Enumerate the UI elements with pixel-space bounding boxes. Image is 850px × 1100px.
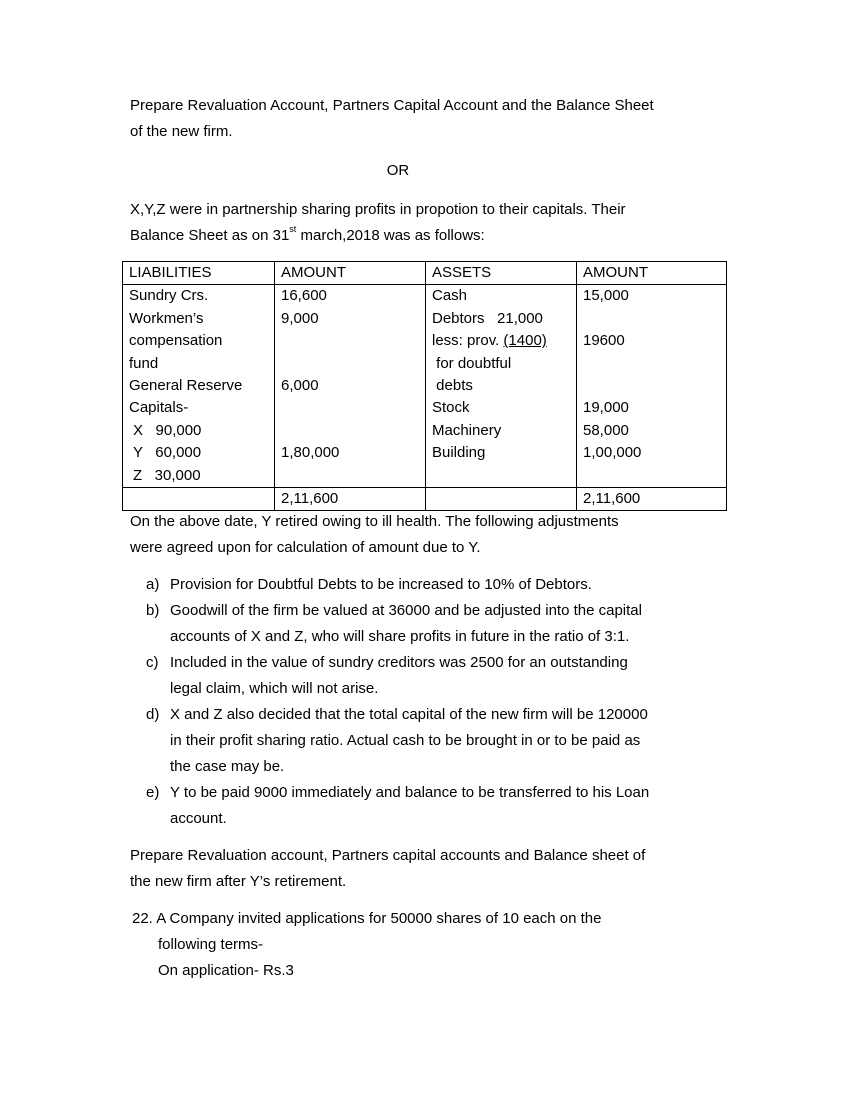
question-paragraph <box>130 197 730 249</box>
table-header-row <box>123 262 727 285</box>
asset-less-prov-label: less: prov. <box>432 332 504 350</box>
question-22 <box>132 906 601 984</box>
total-assets: 2,11,600 <box>577 487 727 510</box>
asset-debtors: Debtors 21,000 <box>432 309 543 327</box>
balance-sheet-table <box>122 261 727 511</box>
adjustment-marker: a) <box>146 576 160 593</box>
retirement-paragraph <box>130 509 730 561</box>
prepare-line-2: the new firm after Y’s retirement. <box>130 873 347 890</box>
asset-building: Building <box>432 444 486 462</box>
date-superscript: st <box>289 224 297 234</box>
asset-less-provision <box>432 330 570 352</box>
header-liabilities: LIABILITIES <box>123 262 275 285</box>
liab-amount-line <box>281 397 419 419</box>
asset-amount-line <box>583 308 720 330</box>
prepare-paragraph <box>130 843 730 895</box>
adjustments-list <box>146 572 726 832</box>
question-line-2-post: march,2018 was as follows: <box>296 227 485 244</box>
liab-compensation: compensation <box>129 332 223 350</box>
adjustment-item <box>146 780 726 832</box>
question-line-2-pre: Balance Sheet as on 31 <box>130 227 290 244</box>
assets-cell <box>426 285 577 488</box>
liab-fund: fund <box>129 354 159 372</box>
adjustment-marker: e) <box>146 784 160 801</box>
adjustment-marker: c) <box>146 654 159 671</box>
adjustment-text-line: the case may be. <box>170 758 285 775</box>
asset-cash: Cash <box>432 287 468 305</box>
adjustment-marker: b) <box>146 602 160 619</box>
adjustment-text-line: legal claim, which will not arise. <box>170 680 379 697</box>
liab-amount-line: 16,600 <box>281 287 327 305</box>
liab-amount-line <box>281 465 419 487</box>
liab-amount-line <box>281 420 419 442</box>
adjustment-text-line: accounts of X and Z, who will share profits in future in the ratio of 3:1. <box>170 628 630 645</box>
liab-capital-x: X 90,000 <box>133 421 202 439</box>
header-amount-assets: AMOUNT <box>577 262 727 285</box>
retirement-line-2: were agreed upon for calculation of amount due to Y. <box>130 539 481 556</box>
header-amount-liab: AMOUNT <box>275 262 426 285</box>
liab-amount-line: 1,80,000 <box>281 444 340 462</box>
q22-line-2: following terms- <box>158 936 264 953</box>
adjustment-item <box>146 650 726 702</box>
asset-blank-line <box>432 465 570 487</box>
total-blank-liab <box>123 487 275 510</box>
liab-workmen: Workmen’s <box>129 309 204 327</box>
total-blank-assets <box>426 487 577 510</box>
intro-paragraph <box>130 93 730 145</box>
asset-amount-line: 19600 <box>583 332 625 350</box>
asset-amount-line <box>583 465 720 487</box>
table-total-row <box>123 487 727 510</box>
adjustment-text-line: in their profit sharing ratio. Actual cash to be brought in or to be paid as <box>170 732 641 749</box>
adjustment-item <box>146 702 726 780</box>
question-line-1: X,Y,Z were in partnership sharing profits in propotion to their capitals. Their <box>130 201 626 218</box>
liab-amount-line: 6,000 <box>281 376 319 394</box>
adjustment-text-line: Y to be paid 9000 immediately and balance to be transferred to his Loan <box>170 784 650 801</box>
liab-amount-line <box>281 353 419 375</box>
liab-amount-line: 9,000 <box>281 309 319 327</box>
q22-line-3: On application- Rs.3 <box>158 962 294 979</box>
intro-line-2: of the new firm. <box>130 123 233 140</box>
asset-amount-line <box>583 353 720 375</box>
liab-amount-line <box>281 330 419 352</box>
asset-provision-value: (1400) <box>503 332 547 350</box>
asset-amount-line: 19,000 <box>583 399 629 417</box>
asset-amount-cell <box>577 285 727 488</box>
asset-debts: debts <box>432 376 473 394</box>
asset-machinery: Machinery <box>432 421 502 439</box>
liab-capital-z: Z 30,000 <box>133 466 201 484</box>
adjustment-marker: d) <box>146 706 160 723</box>
asset-amount-line: 1,00,000 <box>583 444 642 462</box>
asset-amount-line <box>583 375 720 397</box>
adjustment-text-line: account. <box>170 810 227 827</box>
liab-sundry-creditors: Sundry Crs. <box>129 287 209 305</box>
intro-line-1: Prepare Revaluation Account, Partners Capital Account and the Balance Sheet <box>130 97 654 114</box>
asset-stock: Stock <box>432 399 470 417</box>
adjustment-text-line: X and Z also decided that the total capital of the new firm will be 120000 <box>170 706 648 723</box>
liab-amount-cell <box>275 285 426 488</box>
asset-amount-line: 58,000 <box>583 421 629 439</box>
liab-capital-y: Y 60,000 <box>133 444 202 462</box>
q22-line-1: 22. A Company invited applications for 50000 shares of 10 each on the <box>132 910 602 927</box>
total-liabilities: 2,11,600 <box>275 487 426 510</box>
asset-amount-line: 15,000 <box>583 287 629 305</box>
adjustment-text-line: Included in the value of sundry creditors was 2500 for an outstanding <box>170 654 628 671</box>
adjustment-text-line: Goodwill of the firm be valued at 36000 and be adjusted into the capital <box>170 602 642 619</box>
adjustment-item <box>146 572 726 598</box>
adjustment-text-line: Provision for Doubtful Debts to be increased to 10% of Debtors. <box>170 576 592 593</box>
liab-capitals: Capitals- <box>129 399 189 417</box>
or-separator: OR <box>386 162 410 179</box>
liab-general-reserve: General Reserve <box>129 376 243 394</box>
header-assets: ASSETS <box>426 262 577 285</box>
prepare-line-1: Prepare Revaluation account, Partners capital accounts and Balance sheet of <box>130 847 646 864</box>
adjustment-item <box>146 598 726 650</box>
retirement-line-1: On the above date, Y retired owing to ill health. The following adjustments <box>130 513 619 530</box>
liabilities-cell <box>123 285 275 488</box>
asset-for-doubtful: for doubtful <box>432 354 512 372</box>
table-body-row <box>123 285 727 488</box>
